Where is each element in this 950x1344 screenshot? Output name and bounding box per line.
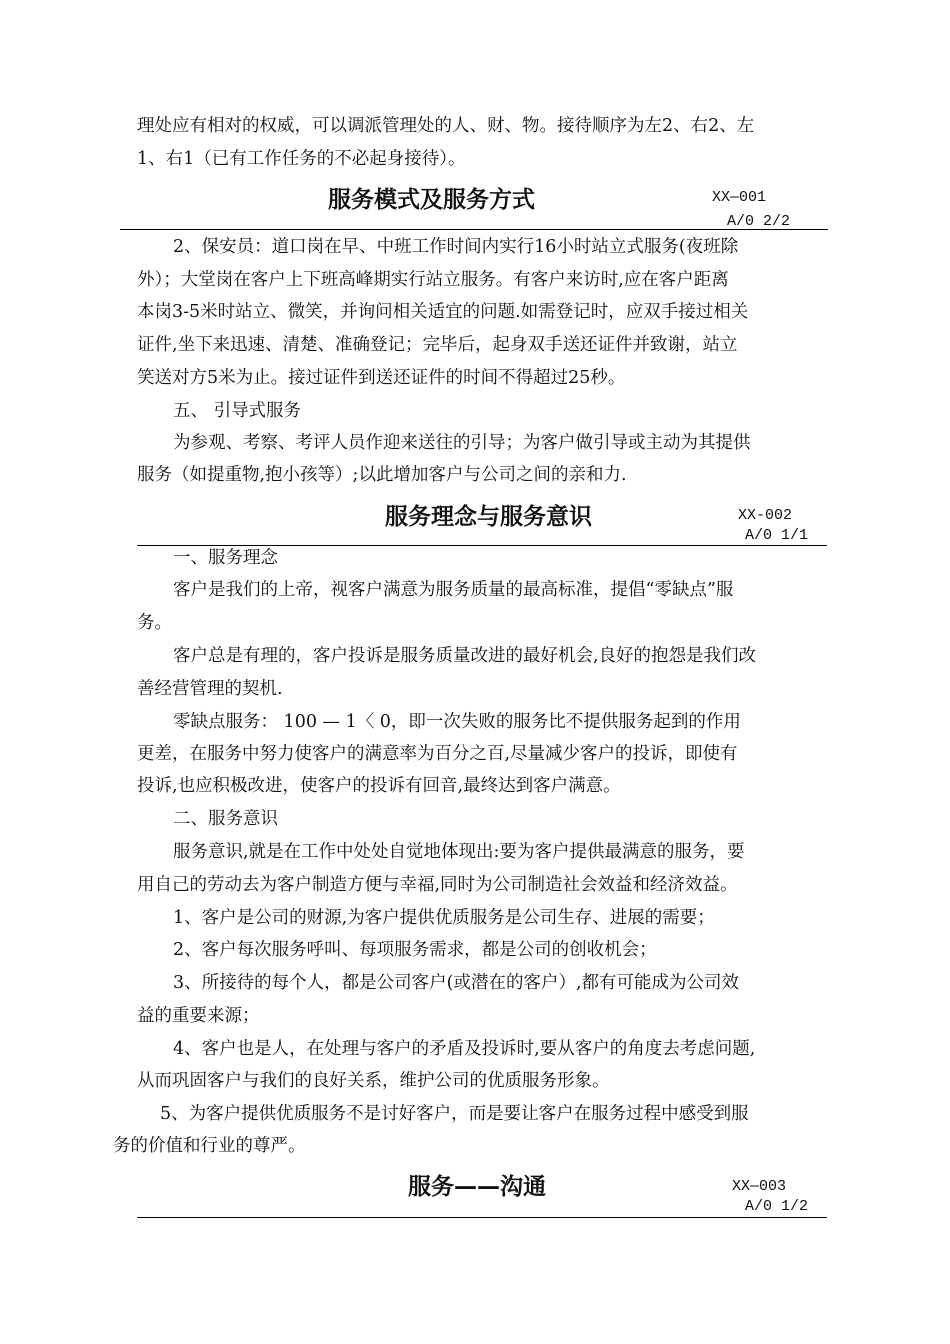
paragraph-line: 笑送对方5米为止。接过证件到送还证件的时间不得超过25秒。 (137, 368, 626, 388)
paragraph-line: 服务意识,就是在工作中处处自觉地体现出:要为客户提供最满意的服务，要 (173, 842, 745, 862)
paragraph-line: 外）；大堂岗在客户上下班高峰期实行站立服务。有客户来访时,应在客户距离 (137, 270, 729, 290)
paragraph-line: 理处应有相对的权威，可以调派管理处的人、财、物。接待顺序为左2、右2、左 (137, 116, 755, 136)
header-rule (137, 1217, 827, 1218)
document-code: XX-002 (738, 507, 793, 524)
revision-label: A/0 1/1 (745, 527, 809, 544)
revision-label: A/0 1/2 (745, 1198, 809, 1215)
paragraph-line: 益的重要来源； (137, 1006, 260, 1026)
subheading: 二、服务意识 (173, 809, 278, 829)
paragraph-line: 证件,坐下来迅速、清楚、准确登记；完毕后，起身双手送还证件并致谢，站立 (137, 335, 738, 355)
paragraph-line: 善经营管理的契机. (137, 679, 283, 699)
paragraph-line: 本岗3-5米时站立、微笑，并询问相关适宜的问题.如需登记时，应双手接过相关 (137, 302, 749, 322)
document-code: XX—003 (732, 1178, 787, 1195)
paragraph-line: 客户总是有理的，客户投诉是服务质量改进的最好机会,良好的抱怨是我们改 (173, 646, 757, 666)
paragraph-line: 服务（如提重物,抱小孩等）;以此增加客户与公司之间的亲和力. (137, 465, 627, 485)
list-item: 2、客户每次服务呼叫、每项服务需求，都是公司的创收机会； (173, 940, 657, 960)
paragraph-line: 投诉,也应积极改进，使客户的投诉有回音,最终达到客户满意。 (137, 776, 621, 796)
list-item: 4、客户也是人，在处理与客户的矛盾及投诉时,要从客户的角度去考虑问题, (173, 1039, 756, 1059)
paragraph-line: 用自己的劳动去为客户制造方便与幸福,同时为公司制造社会效益和经济效益。 (137, 875, 738, 895)
header-rule (120, 229, 828, 230)
paragraph-line: 客户是我们的上帝，视客户满意为服务质量的最高标准，提倡“零缺点”服 (173, 580, 734, 600)
paragraph-line: 1、右1（已有工作任务的不必起身接待）。 (137, 149, 466, 169)
revision-label: A/0 2/2 (727, 213, 791, 230)
list-item: 3、所接待的每个人，都是公司客户(或潜在的客户）,都有可能成为公司效 (173, 973, 740, 993)
paragraph-line: 更差，在服务中努力使客户的满意率为百分之百,尽量减少客户的投诉，即使有 (137, 744, 738, 764)
document-code: XX—001 (712, 189, 767, 206)
paragraph-line: 务。 (137, 613, 172, 633)
paragraph-line: 从而巩固客户与我们的良好关系，维护公司的优质服务形象。 (137, 1071, 610, 1091)
paragraph-line: 为参观、考察、考评人员作迎来送往的引导；为客户做引导或主动为其提供 (173, 433, 751, 453)
section-title: 服务——沟通 (408, 1174, 546, 1200)
list-item: 5、为客户提供优质服务不是讨好客户，而是要让客户在服务过程中感受到服 (160, 1104, 749, 1124)
section-title: 服务理念与服务意识 (385, 504, 592, 530)
section-title: 服务模式及服务方式 (328, 187, 535, 213)
subheading: 一、服务理念 (173, 548, 278, 568)
paragraph-line: 零缺点服务： 100 — 1〈 0，即一次失败的服务比不提供服务起到的作用 (173, 712, 741, 732)
subheading: 五、 引导式服务 (173, 401, 302, 421)
paragraph-line: 2、保安员：道口岗在早、中班工作时间内实行16小时站立式服务(夜班除 (173, 237, 739, 257)
list-item: 1、客户是公司的财源,为客户提供优质服务是公司生存、进展的需要； (173, 908, 715, 928)
paragraph-line: 务的价值和行业的尊严。 (113, 1136, 306, 1156)
